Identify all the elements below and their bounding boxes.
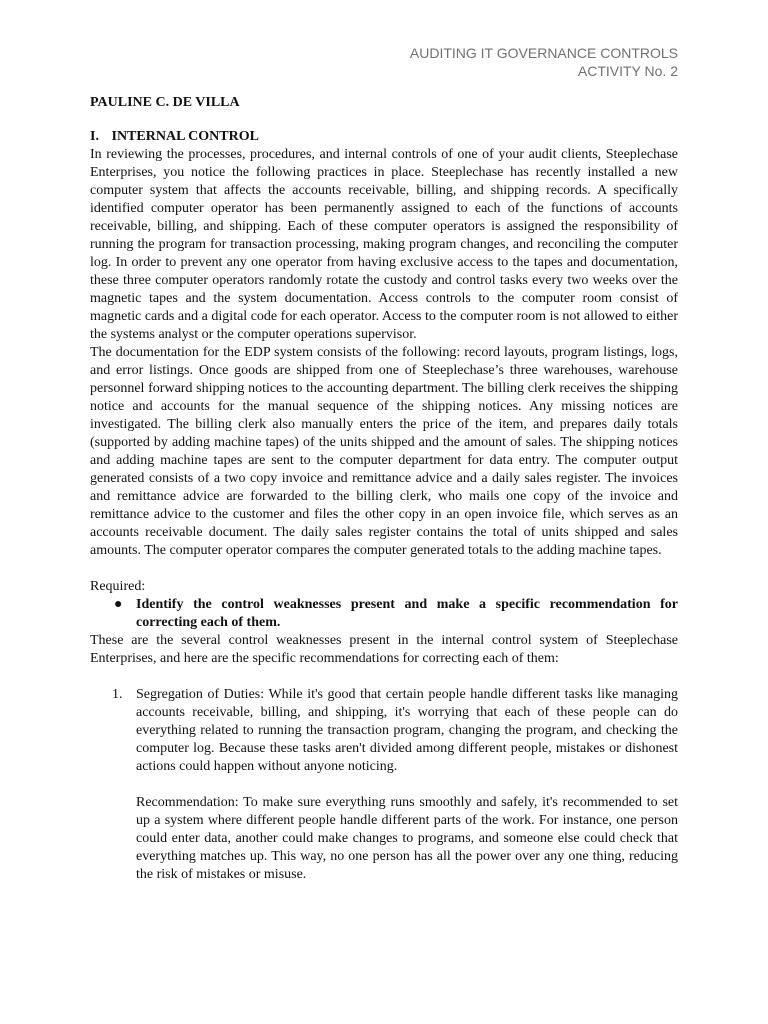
weakness-text: Segregation of Duties: While it's good that certain people handle different tasks like managing accounts receivable, billing, and shipping, it's worrying that each of these people can do everything related to running the transaction program, changing the program, and checking the computer log. Because these tasks aren't divided among different people, mistakes or dishonest actions could happen without anyone noticing. [136,687,678,774]
case-paragraph: The documentation for the EDP system consists of the following: record layouts, program listings, logs, and error listings. Once goods are shipped from one of Steeplechase’s three warehouses, warehouse personnel forward shipping notices to the accounting department. The billing clerk receives the shipping notice and accounts for the manual sequence of the shipping notices. Any missing notices are investigated. The billing clerk also manually enters the price of the item, and prepares daily totals (supported by adding machine tapes) of the units shipped and the amount of sales. The shipping notices and adding machine tapes are sent to the computer department for data entry. The computer output generated consists of a two copy invoice and remittance advice and a daily sales register. The invoices and remittance advice are forwarded to the billing clerk, who mails one copy of the invoice and remittance advice to the customer and files the other copy in an open invoice file, which serves as an accounts receivable document. The daily sales register contains the total of units shipped and sales amounts. The computer operator compares the computer generated totals to the adding machine tapes. [90,345,678,558]
document-header [410,44,678,80]
required-item-text: Identify the control weaknesses present and make a specific recommendation for correcting each of them. [136,597,678,630]
course-title: AUDITING IT GOVERNANCE CONTROLS [409,45,678,61]
section-number: I. [90,129,99,144]
author-name: PAULINE C. DE VILLA [90,95,240,110]
spacer [90,560,678,578]
required-item [90,596,678,632]
section-heading [90,128,678,146]
spacer [136,776,678,794]
list-item-number: 1. [112,687,123,702]
answer-intro: These are the several control weaknesses present in the internal control system of Steeplechase Enterprises, and here are the specific recommendations for correcting each of them: [90,633,678,666]
section-title: INTERNAL CONTROL [111,129,259,144]
bullet-icon: ● [114,597,123,612]
list-item [90,686,678,884]
case-paragraph: In reviewing the processes, procedures, and internal controls of one of your audit clients, Steeplechase Enterprises, you notice the following practices in place. Steeplechase has recently installed a new computer system that affects the accounts receivable, billing, and shipping records. A specifically identified computer operator has been permanently assigned to each of the functions of accounts receivable, billing, and shipping. Each of these computer operators is assigned the responsibility of running the program for transaction processing, making program changes, and reconciling the computer log. In order to prevent any one operator from having exclusive access to the tapes and documentation, these three computer operators randomly rotate the custody and control tasks every two weeks over the magnetic tapes and the system documentation. Access controls to the computer room consist of magnetic cards and a digital code for each operator. Access to the computer room is not allowed to either the systems analyst or the computer operations supervisor. [90,147,678,342]
document-page [90,0,678,1024]
activity-number: ACTIVITY No. 2 [577,63,678,79]
recommendation-text: Recommendation: To make sure everything runs smoothly and safely, it's recommended to set up a system where different people handle different parts of the work. For instance, one person could enter data, another could make changes to programs, and someone else could check that everything matches up. This way, no one person has all the power over any one thing, reducing the risk of mistakes or misuse. [136,795,678,882]
spacer [90,668,678,686]
document-body [90,128,678,884]
required-label: Required: [90,579,146,594]
